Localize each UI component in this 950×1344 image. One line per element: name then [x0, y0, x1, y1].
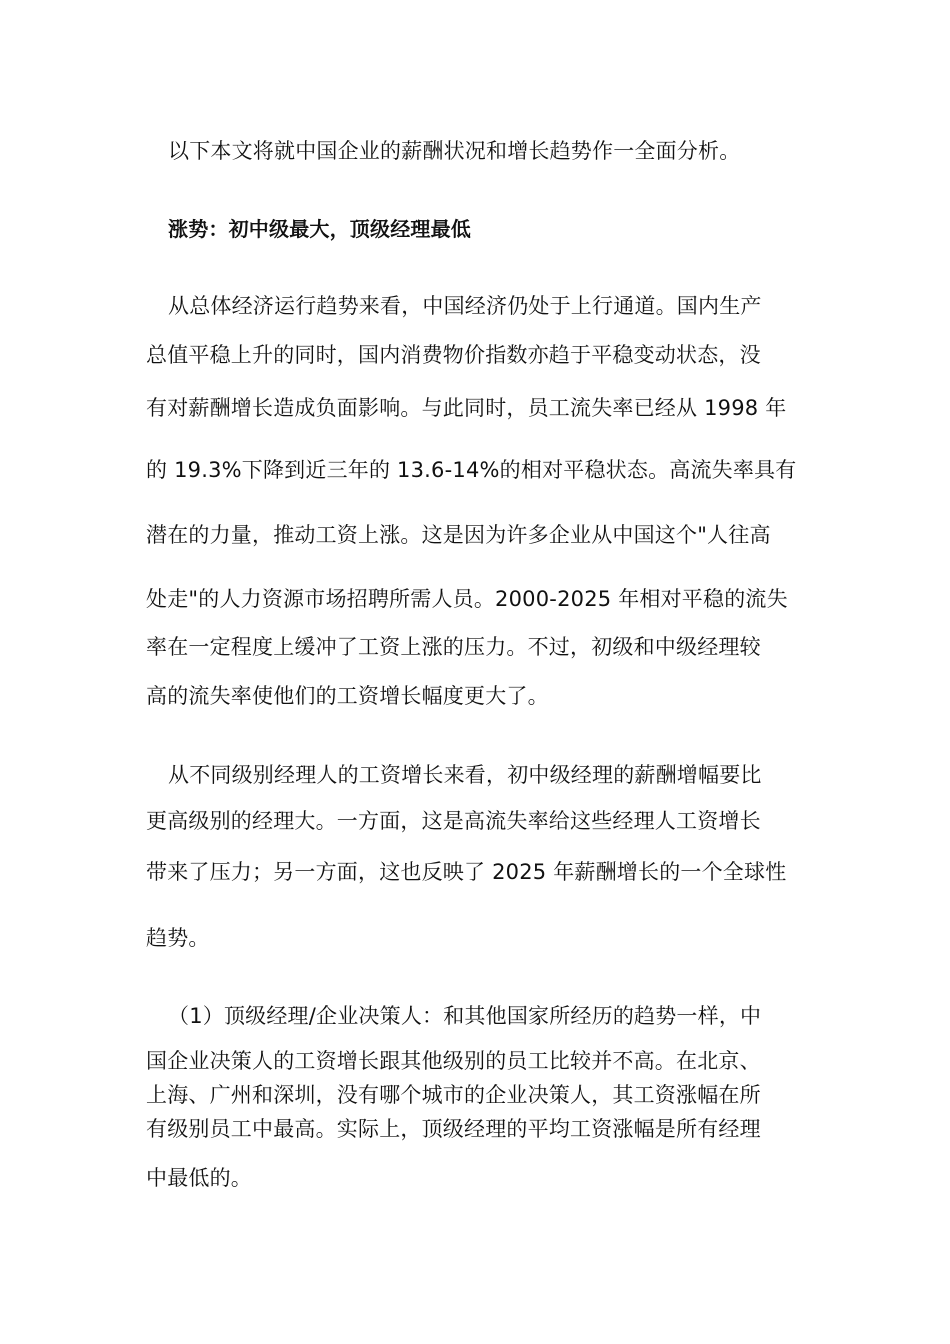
- paragraph-line: 更高级别的经理大。一方面，这是高流失率给这些经理人工资增长: [146, 809, 761, 833]
- paragraph-line: 带来了压力；另一方面，这也反映了 2025 年薪酬增长的一个全球性: [146, 860, 787, 884]
- paragraph-line: 总值平稳上升的同时，国内消费物价指数亦趋于平稳变动状态，没: [146, 343, 761, 367]
- paragraph-line: 从总体经济运行趋势来看，中国经济仍处于上行通道。国内生产: [168, 294, 762, 318]
- paragraph-line: 中最低的。: [146, 1166, 252, 1190]
- intro-text: 以下本文将就中国企业的薪酬状况和增长趋势作一全面分析。: [168, 139, 741, 163]
- paragraph-line: 国企业决策人的工资增长跟其他级别的员工比较并不高。在北京、: [146, 1049, 761, 1073]
- paragraph-line: 从不同级别经理人的工资增长来看，初中级经理的薪酬增幅要比: [168, 763, 762, 787]
- section-heading: 涨势：初中级最大，顶级经理最低: [168, 217, 471, 241]
- paragraph-line: 高的流失率使他们的工资增长幅度更大了。: [146, 684, 549, 708]
- paragraph-line: 处走"的人力资源市场招聘所需人员。2000-2025 年相对平稳的流失: [146, 587, 788, 611]
- paragraph-line: 有级别员工中最高。实际上，顶级经理的平均工资涨幅是所有经理: [146, 1117, 761, 1141]
- paragraph-line: 的 19.3%下降到近三年的 13.6-14%的相对平稳状态。高流失率具有: [146, 458, 797, 482]
- paragraph-line: 有对薪酬增长造成负面影响。与此同时，员工流失率已经从 1998 年: [146, 396, 787, 420]
- paragraph-line: 潜在的力量，推动工资上涨。这是因为许多企业从中国这个"人往高: [146, 523, 771, 547]
- paragraph-line: 率在一定程度上缓冲了工资上涨的压力。不过，初级和中级经理较: [146, 635, 761, 659]
- paragraph-line: 趋势。: [146, 926, 210, 950]
- paragraph-line: （1）顶级经理/企业决策人：和其他国家所经历的趋势一样，中: [168, 1004, 762, 1028]
- paragraph-line: 上海、广州和深圳，没有哪个城市的企业决策人，其工资涨幅在所: [146, 1083, 761, 1107]
